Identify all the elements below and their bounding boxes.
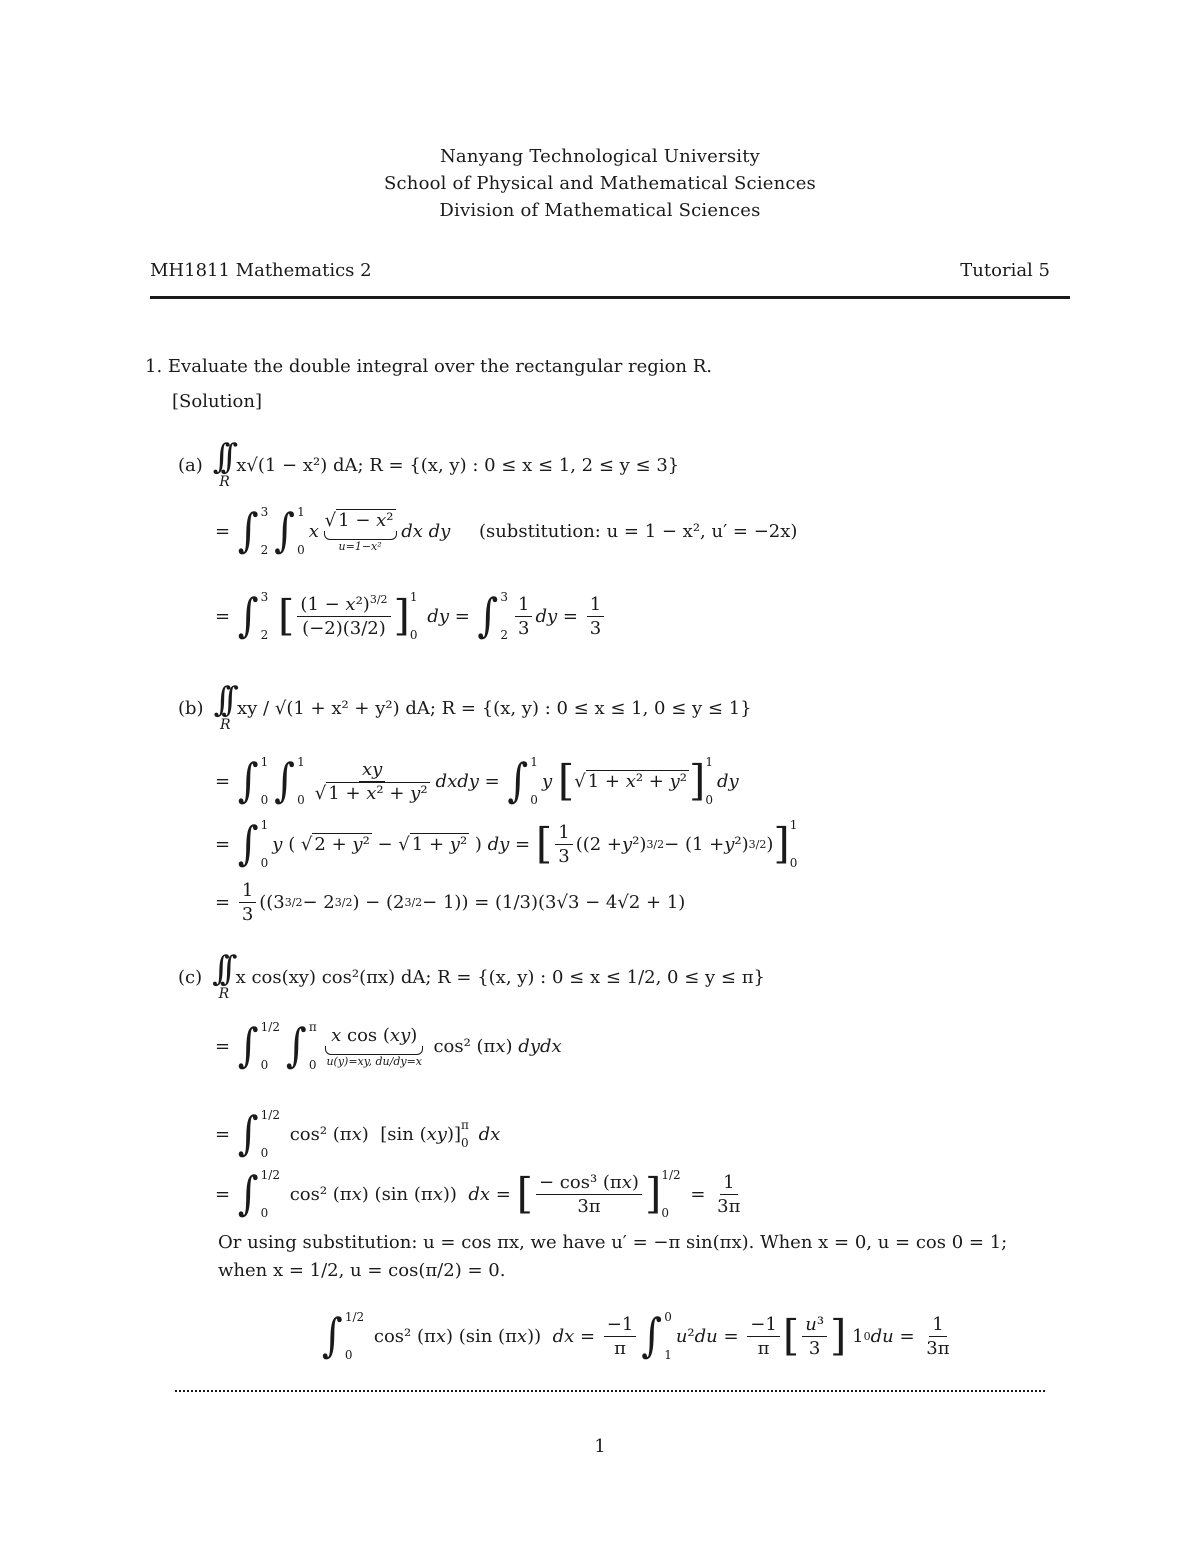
university-title: Nanyang Technological University (439, 146, 761, 167)
division-title: Division of Mathematical Sciences (439, 200, 761, 221)
double-integral-symbol: ∫∫ R (213, 680, 231, 733)
part-c-alternative-2: when x = 1/2, u = cos(π/2) = 0. (218, 1260, 506, 1281)
part-a-problem (178, 437, 680, 490)
substitution-brace: x cos (xy) u(y)=xy, du/dy=x (326, 1024, 422, 1068)
part-c-label: (c) (178, 966, 203, 988)
part-c-integrand: x cos(xy) cos²(πx) dA; R = {(x, y) : 0 ≤ x ≤ 1/2, 0 ≤ y ≤ π} (235, 966, 765, 988)
course-code: MH1811 Mathematics 2 (150, 260, 372, 281)
part-a-step-1: = ∫ 3 2 ∫ 1 0 x √ 1 − x² u=1−x² dx dy (substitution: u = 1 − x², u′ = −2x) (215, 504, 798, 558)
part-c-problem (178, 949, 765, 1002)
substitution-brace: √ 1 − x² u=1−x² (325, 510, 396, 553)
question-prompt: Evaluate the double integral over the rectangular region R. (167, 356, 712, 377)
part-a-label: (a) (178, 454, 203, 476)
part-a-integrand: x√(1 − x²) dA; R = {(x, y) : 0 ≤ x ≤ 1, 2 ≤ y ≤ 3} (236, 454, 680, 476)
tutorial-label: Tutorial 5 (960, 260, 1050, 281)
part-a-step-2: = ∫ 3 2 [ $\frac{(1 - x^2)^{3/2}}{(-2)(3/2)}$ ] 1 0 dy = ∫ 3 2 $\frac{1}{3}$ dy = $\frac{1}{3}$ (215, 590, 607, 642)
part-c-step-3: = ∫ 1/2 0 cos² (π x ) (sin (π x )) dx = [ $\frac{\text{− cos³ (πx)}}{3\pi}$ ] 1/2 0 = $\frac{1}{3\pi}$ (215, 1168, 746, 1220)
section-divider (175, 1390, 1045, 1392)
solution-label: [Solution] (172, 391, 262, 412)
part-c-step-2: = ∫ 1/2 0 cos² (π x ) [sin ( xy )] π 0 dx (215, 1107, 501, 1161)
part-a-result: $\frac{1}{3}$ (587, 594, 604, 639)
part-b-problem (178, 680, 752, 733)
part-b-step-2: = ∫ 1 0 y ( √ 2 + y² − √ 1 + y² ) dy = [ $\frac{1}{3}$ ((2 + y ²) 3/2 − (1 + y ²) 3/2 ) ] 1 0 (215, 817, 798, 871)
part-c-step-1: = ∫ 1/2 0 ∫ π 0 x cos (xy) u(y)=xy, du/dy=x cos² (π x ) dydx (215, 1019, 562, 1073)
substitution-note: (substitution: u = 1 − x², u′ = −2x) (478, 520, 798, 542)
header-rule (150, 296, 1070, 299)
part-c-alternative-1: Or using substitution: u = cos πx, we have u′ = −π sin(πx). When x = 0, u = cos 0 = 1; (218, 1232, 1008, 1253)
question-number: 1. (145, 356, 163, 377)
school-title: School of Physical and Mathematical Sciences (383, 173, 816, 194)
part-b-step-3: = $\frac{1}{3}$ ((3 3/2 − 2 3/2 ) − (2 3/2 − 1)) = (1/3)(3√3 − 4√2 + 1) (215, 880, 686, 925)
part-c-result: $\frac{1}{3\pi}$ (717, 1171, 741, 1217)
part-b-integrand: xy / √(1 + x² + y²) dA; R = {(x, y) : 0 ≤ x ≤ 1, 0 ≤ y ≤ 1} (237, 697, 752, 719)
part-c-alternative-derivation: ∫ 1/2 0 cos² (π x ) (sin (π x )) dx = $\frac{-1}{\pi}$ ∫ 0 1 u ² du = $\frac{-1}{\pi}$ [ $\frac{\text{u³}}{3}$ ] 1 0 du = $\frac{1}{3\pi}$ (322, 1309, 950, 1363)
double-integral-symbol: ∫∫ R (212, 437, 230, 490)
question-1 (145, 356, 712, 377)
part-b-step-1: = ∫ 1 0 ∫ 1 0 $\frac{xy}{\text{√ 1 + x² + y²}}$ dxdy = ∫ 1 0 y [ √ 1 + x² + y² ] 1 0 dy (215, 754, 739, 808)
double-integral-symbol: ∫∫ R (212, 949, 230, 1002)
part-b-label: (b) (178, 697, 204, 719)
part-b-result: (1/3)(3√3 − 4√2 + 1) (495, 892, 686, 913)
page-number: 1 (594, 1436, 606, 1457)
